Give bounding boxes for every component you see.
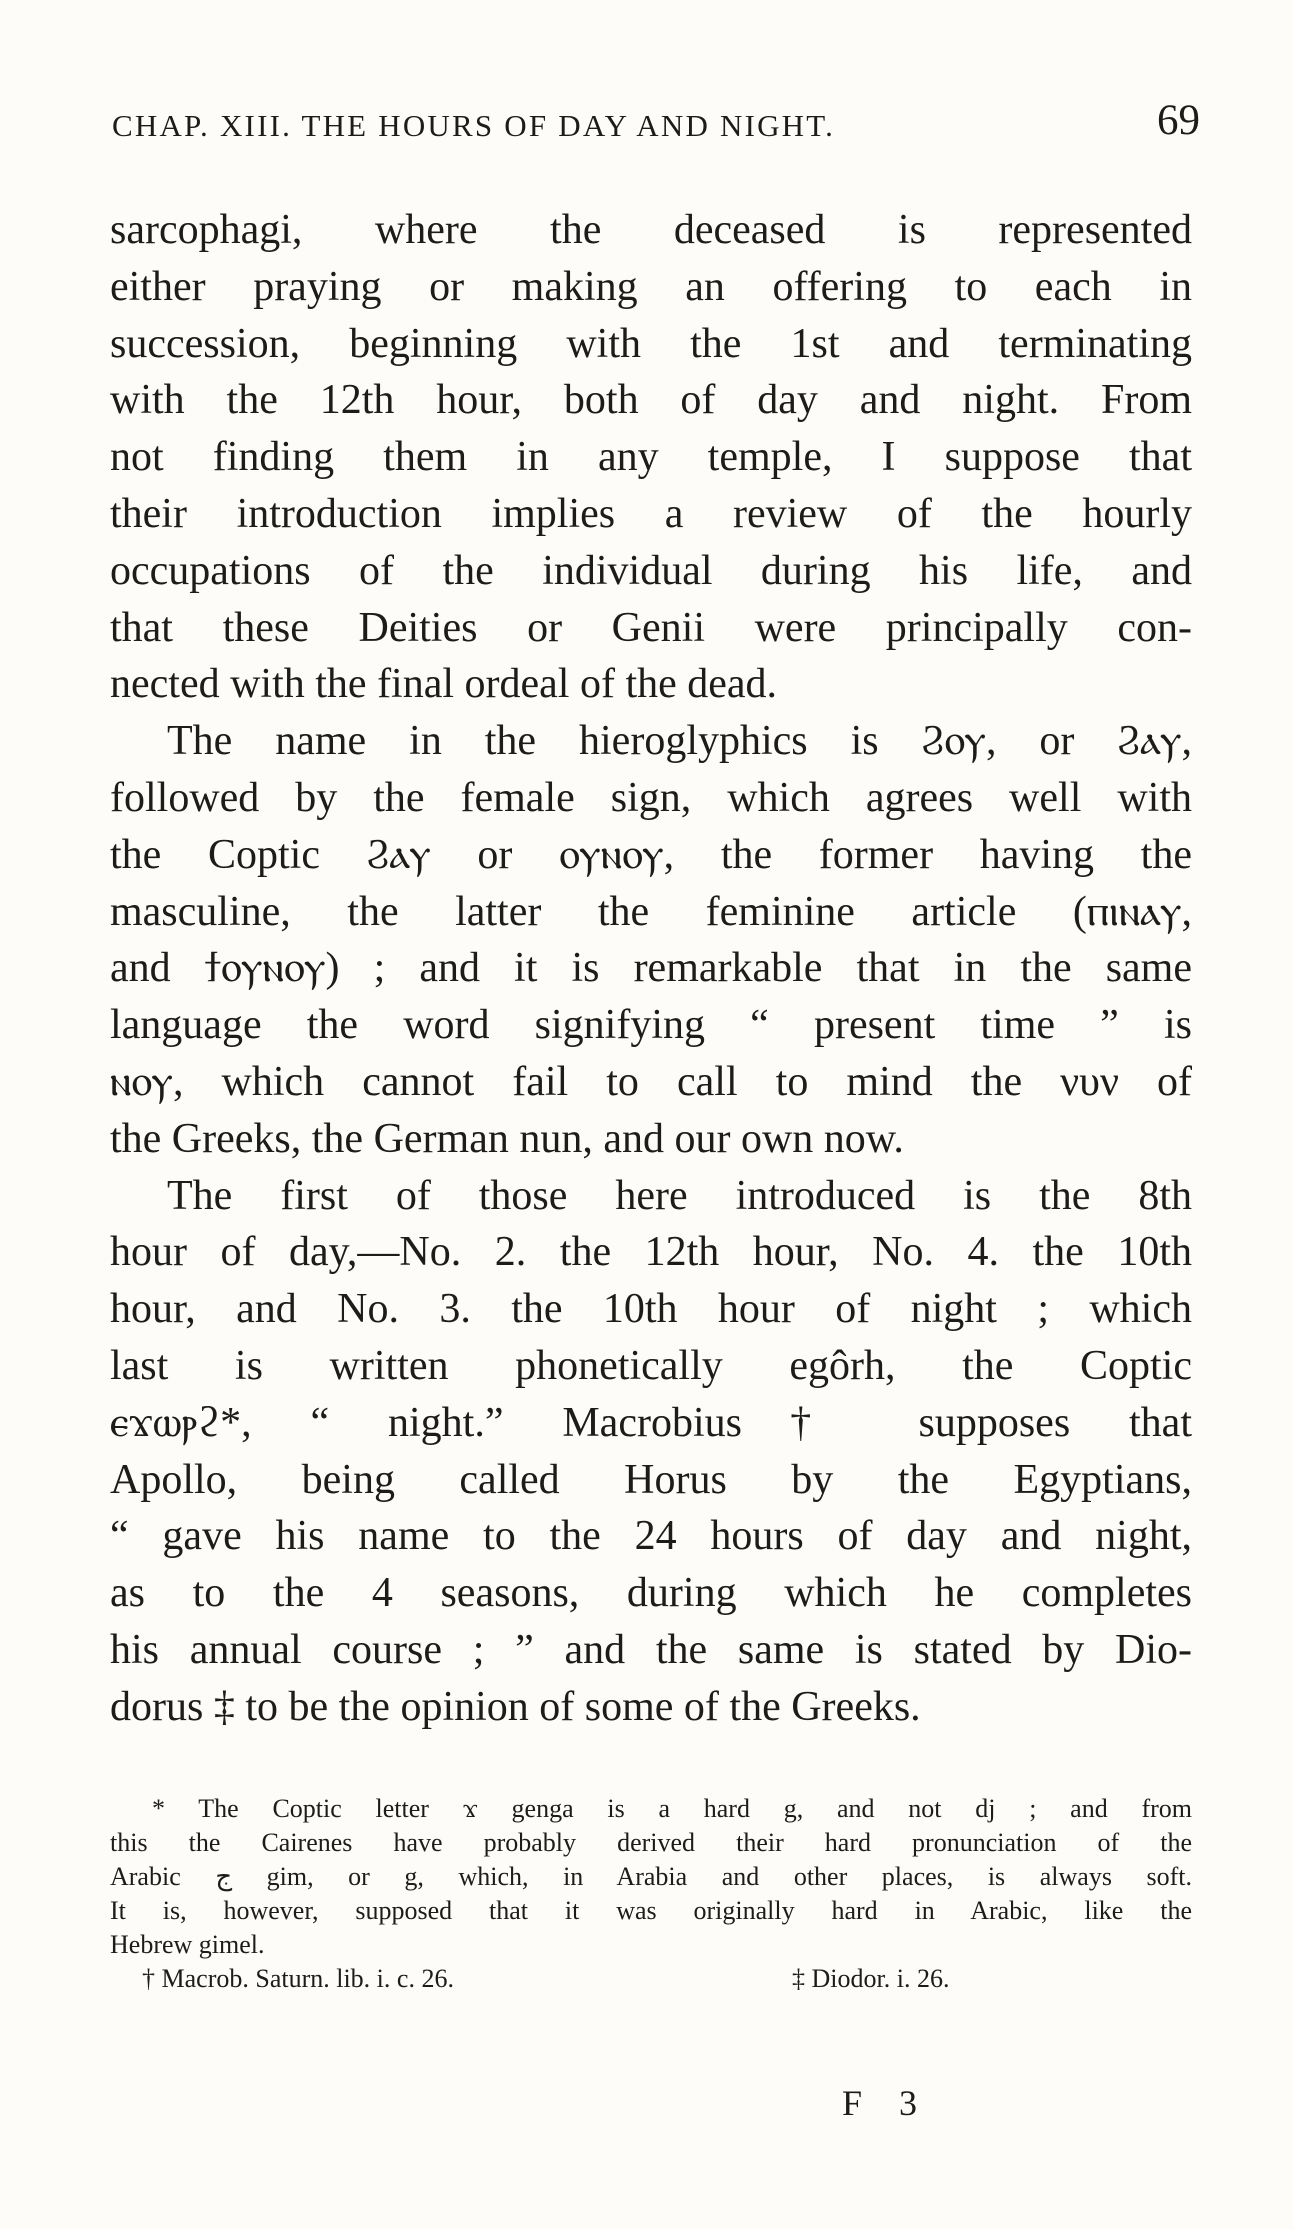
text-line: with the 12th hour, both of day and night. From <box>110 377 1192 424</box>
text-line: his annual course ; ” and the same is stated by Dio- <box>110 1626 1192 1673</box>
running-header <box>112 97 1200 144</box>
footnote-double-dagger: ‡ Diodor. i. 26. <box>792 1964 950 1993</box>
text-line: that these Deities or Genii were principally con- <box>110 604 1192 651</box>
signature-mark: F 3 <box>842 2083 932 2123</box>
paragraph <box>110 202 1192 713</box>
text-line: dorus ‡ to be the opinion of some of the Greeks. <box>110 1683 921 1730</box>
text-line: “ gave his name to the 24 hours of day and night, <box>110 1513 1192 1560</box>
text-line: ⲛⲟⲩ, which cannot fail to call to mind the νυν of <box>110 1058 1192 1105</box>
text-line: last is written phonetically egôrh, the Coptic <box>110 1342 1192 1389</box>
page-number: 69 <box>1157 97 1200 144</box>
footnote-line: * The Coptic letter ϫ genga is a hard g, and not dj ; and from <box>152 1794 1192 1823</box>
body-text <box>110 202 1192 1736</box>
chapter-title: CHAP. XIII. THE HOURS OF DAY AND NIGHT. <box>112 108 836 143</box>
footnote-line: Arabic ج gim, or g, which, in Arabia and other places, is always soft. <box>110 1862 1192 1891</box>
text-line: sarcophagi, where the deceased is represented <box>110 207 1192 253</box>
footnote-line: this the Cairenes have probably derived their hard pronunciation of the <box>110 1828 1192 1857</box>
text-line: followed by the female sign, which agrees well with <box>110 774 1192 821</box>
text-line: nected with the final ordeal of the dead. <box>110 661 778 708</box>
text-line: either praying or making an offering to each in <box>110 263 1192 310</box>
text-line: Apollo, being called Horus by the Egyptians, <box>110 1456 1192 1503</box>
text-line: and ϯⲟⲩⲛⲟⲩ) ; and it is remarkable that in the same <box>110 945 1192 992</box>
text-line: The first of those here introduced is the 8th <box>167 1172 1192 1219</box>
text-line: hour, and No. 3. the 10th hour of night ; which <box>110 1286 1192 1333</box>
footnote-line: It is, however, supposed that it was originally hard in Arabic, like the <box>110 1896 1192 1925</box>
text-line: not finding them in any temple, I suppose that <box>110 434 1192 481</box>
text-line: the Coptic Ϩⲁⲩ or ⲟⲩⲛⲟⲩ, the former having the <box>110 831 1192 878</box>
text-line: occupations of the individual during his life, and <box>110 547 1192 594</box>
text-line: The name in the hieroglyphics is Ϩⲟⲩ, or Ϩⲁⲩ, <box>167 718 1192 765</box>
text-line: hour of day,—No. 2. the 12th hour, No. 4. the 10th <box>110 1229 1192 1276</box>
footnotes <box>110 1792 1192 1996</box>
text-line: succession, beginning with the 1st and terminating <box>110 320 1192 367</box>
paragraph <box>110 1168 1192 1736</box>
footnote-line: Hebrew gimel. <box>110 1930 265 1959</box>
text-line: their introduction implies a review of the hourly <box>110 490 1192 537</box>
text-line: the Greeks, the German nun, and our own now. <box>110 1115 904 1162</box>
footnote-references <box>110 1962 1192 1996</box>
text-line: as to the 4 seasons, during which he completes <box>110 1570 1192 1617</box>
footnote-dagger: † Macrob. Saturn. lib. i. c. 26. <box>142 1964 454 1993</box>
text-line: language the word signifying “ present time ” is <box>110 1002 1192 1049</box>
paragraph <box>110 713 1192 1167</box>
text-line: masculine, the latter the feminine article (ⲡⲓⲛⲁⲩ, <box>110 888 1192 935</box>
text-line: ⲉϫⲱⲣϩ*, “ night.” Macrobius† supposes that <box>110 1399 1192 1446</box>
